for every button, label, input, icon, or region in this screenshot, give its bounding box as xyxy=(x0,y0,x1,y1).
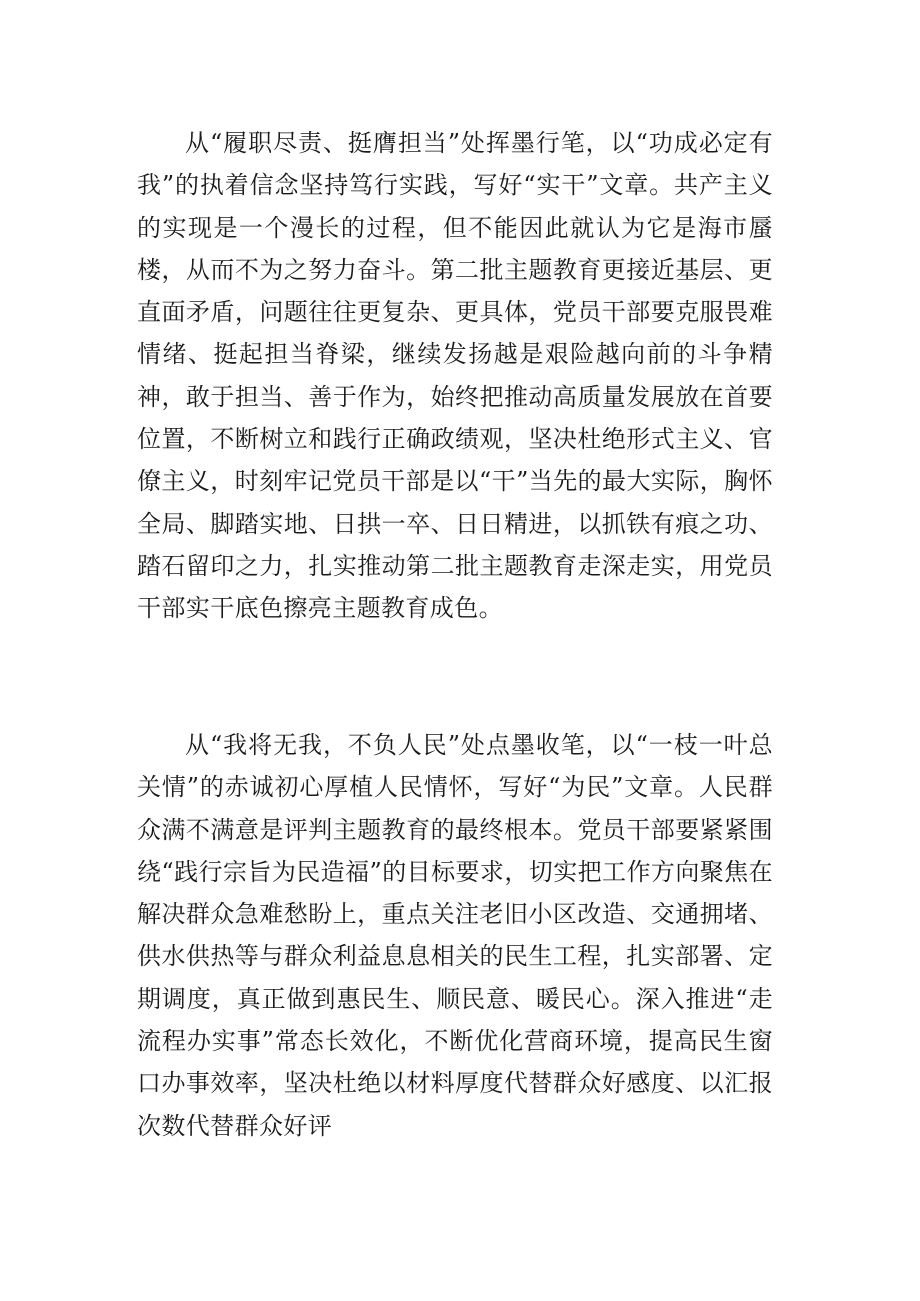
paragraph-practical-work: 从“履职尽责、挺膺担当”处挥墨行笔，以“功成必定有我”的执着信念坚持笃行实践，写好“实干”文章。共产主义的实现是一个漫长的过程，但不能因此就认为它是海市蜃楼，从而不为之努力奋斗。第二批主题教育更接近基层、更直面矛盾，问题往往更复杂、更具体，党员干部要克服畏难情绪、挺起担当脊梁，继续发扬越是艰险越向前的斗争精神，敢于担当、善于作为，始终把推动高质量发展放在首要位置，不断树立和践行正确政绩观，坚决杜绝形式主义、官僚主义，时刻牢记党员干部是以“干”当先的最大实际，胸怀全局、脚踏实地、日拱一卒、日日精进，以抓铁有痕之功、踏石留印之力，扎实推动第二批主题教育走深走实，用党员干部实干底色擦亮主题教育成色。 xyxy=(137,129,773,623)
paragraph-serving-people: 从“我将无我，不负人民”处点墨收笔，以“一枝一叶总关情”的赤诚初心厚植人民情怀，写好“为民”文章。人民群众满不满意是评判主题教育的最终根本。党员干部要紧紧围绕“践行宗旨为民造福”的目标要求，切实把工作方向聚焦在解决群众急难愁盼上，重点关注老旧小区改造、交通拥堵、供水供热等与群众利益息息相关的民生工程，扎实部署、定期调度，真正做到惠民生、顺民意、暖民心。深入推进“走流程办实事”常态长效化，不断优化营商环境，提高民生窗口办事效率，坚决杜绝以材料厚度代替群众好感度、以汇报次数代替群众好评 xyxy=(137,731,773,1140)
